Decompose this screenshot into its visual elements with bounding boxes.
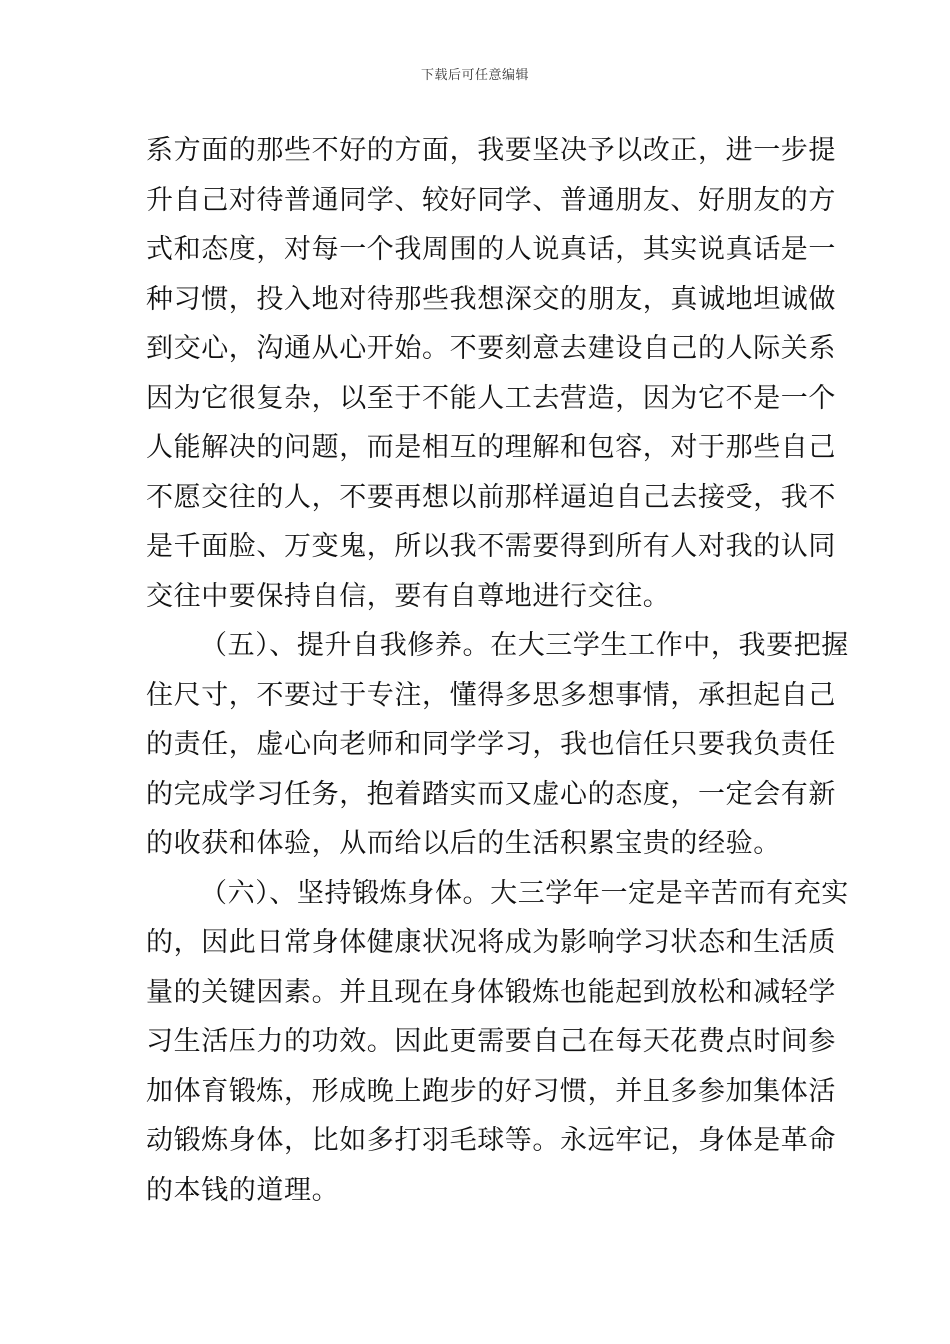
text-line: 的本钱的道理。 xyxy=(146,1174,340,1206)
text-line: 的收获和体验，从而给以后的生活积累宝贵的经验。 xyxy=(146,828,781,859)
text-line: 系方面的那些不好的方面，我要坚决予以改正，进一步提 xyxy=(146,135,836,166)
text-line: 升自己对待普通同学、较好同学、普通朋友、好朋友的方 xyxy=(146,184,836,216)
text-line: 的，因此日常身体健康状况将成为影响学习状态和生活质 xyxy=(146,927,836,958)
text-line: 到交心，沟通从心开始。不要刻意去建设自己的人际关系 xyxy=(146,333,836,364)
text-line: 种习惯，投入地对待那些我想深交的朋友，真诚地坦诚做 xyxy=(146,283,836,315)
text-line: 交往中要保持自信，要有自尊地进行交往。 xyxy=(146,580,671,612)
text-line: 式和态度，对每一个我周围的人说真话，其实说真话是一 xyxy=(146,234,836,265)
text-line: 的责任，虚心向老师和同学学习，我也信任只要我负责任 xyxy=(146,729,836,760)
text-line: 不愿交往的人，不要再想以前那样逼迫自己去接受，我不 xyxy=(146,481,836,513)
text-line: 动锻炼身体，比如多打羽毛球等。永远牢记，身体是革命 xyxy=(146,1125,836,1156)
section-six-heading-line: （六）、坚持锻炼身体。大三学年一定是辛苦而有充实 xyxy=(200,877,849,909)
text-line: 因为它很复杂，以至于不能人工去营造，因为它不是一个 xyxy=(146,382,836,414)
text-line: 的完成学习任务，抱着踏实而又虚心的态度，一定会有新 xyxy=(146,778,836,810)
text-line: 住尺寸，不要过于专注，懂得多思多想事情，承担起自己 xyxy=(146,679,836,711)
section-five-heading-line: （五）、提升自我修养。在大三学生工作中，我要把握 xyxy=(200,630,849,661)
text-line: 人能解决的问题，而是相互的理解和包容，对于那些自己 xyxy=(146,432,836,463)
text-line: 习生活压力的功效。因此更需要自己在每天花费点时间参 xyxy=(146,1026,836,1057)
document-body xyxy=(146,126,849,1215)
text-line: 加体育锻炼，形成晚上跑步的好习惯，并且多参加集体活 xyxy=(146,1075,836,1107)
text-line: 量的关键因素。并且现在身体锻炼也能起到放松和减轻学 xyxy=(146,976,836,1008)
text-line: 是千面脸、万变鬼，所以我不需要得到所有人对我的认同 xyxy=(146,531,836,562)
page-header: 下载后可任意编辑 xyxy=(420,68,529,83)
